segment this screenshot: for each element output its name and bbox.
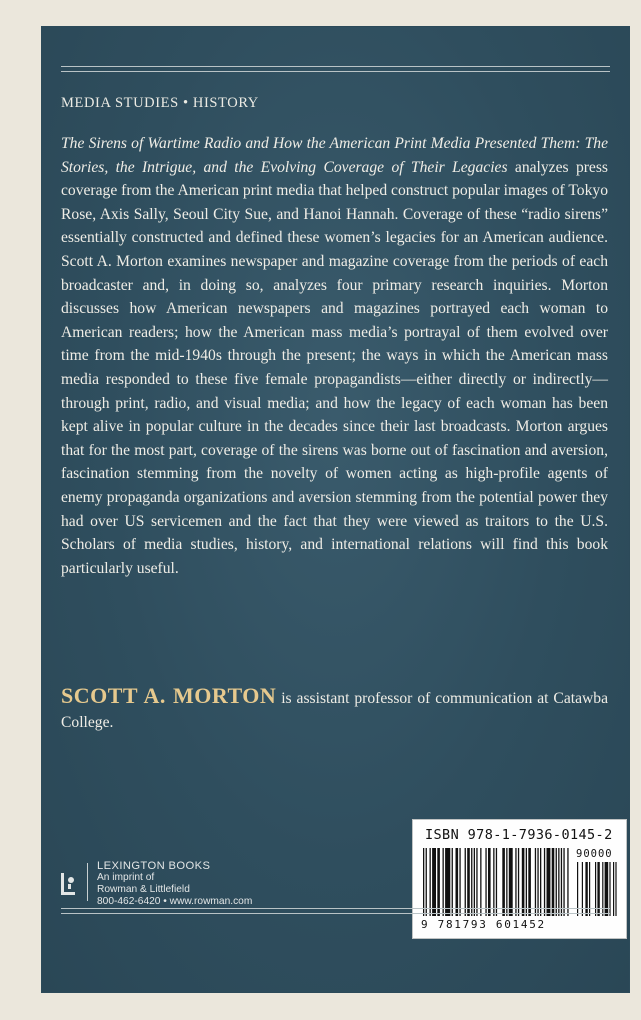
- publisher-text: [97, 860, 252, 908]
- barcode-bar: [561, 848, 562, 916]
- barcode-bar: [552, 848, 555, 916]
- bottom-rule: [61, 908, 610, 909]
- book-description: [61, 132, 608, 580]
- barcode-bar: [544, 848, 545, 916]
- publisher-block: [57, 860, 287, 905]
- barcode-bar: [474, 848, 475, 916]
- barcode-bar: [432, 848, 436, 916]
- author-bio: [61, 684, 608, 735]
- barcode-bar: [488, 848, 491, 916]
- book-title: The Sirens of Wartime Radio and How the American Print Media Presented Them: The Stories, the Intrigue, and the Evolving Coverage of Their Legacies: [61, 135, 608, 176]
- barcode-bar: [522, 848, 525, 916]
- barcode-bar: [426, 848, 427, 916]
- barcode-bar: [465, 848, 466, 916]
- barcode-bar: [430, 848, 431, 916]
- back-cover: [42, 27, 629, 992]
- barcode-bar: [547, 848, 551, 916]
- barcode-bar: [563, 848, 564, 916]
- barcode-bar: [537, 848, 538, 916]
- barcode-bar: [502, 848, 505, 916]
- barcode-bar: [467, 848, 470, 916]
- addon-bar: [615, 862, 616, 916]
- barcode-bar: [515, 848, 516, 916]
- barcode-digits: 9 781793 601452: [421, 918, 546, 931]
- top-rule: [61, 66, 610, 67]
- barcode-bar: [496, 848, 497, 916]
- top-rule-inner: [61, 71, 610, 72]
- category-label: MEDIA STUDIES • HISTORY: [61, 95, 259, 111]
- parent-publisher: Rowman & Littlefield: [97, 884, 190, 895]
- barcode-bar: [471, 848, 472, 916]
- barcode-bar: [459, 848, 460, 916]
- author-name: SCOTT A. MORTON: [61, 683, 277, 708]
- author-bio-text: is assistant professor of communication at Catawba College.: [61, 690, 608, 731]
- publisher-contact: 800-462-6420 • www.rowman.com: [97, 896, 253, 907]
- imprint-line: An imprint of: [97, 872, 155, 883]
- barcode-bar: [526, 848, 527, 916]
- barcode-bar: [476, 848, 477, 916]
- barcode-bar: [556, 848, 557, 916]
- barcode-bar: [437, 848, 440, 916]
- barcode-bar: [558, 848, 559, 916]
- barcode-bar: [485, 848, 486, 916]
- description-body: analyzes press coverage from the American print media that helped construct popular images of Tokyo Rose, Axis Sally, Seoul City Sue, and Hanoi Hannah. Coverage of these “radio sirens” essentially constructed and defined these women’s legacies for an American audience. Scott A. Morton examines newspaper and magazine coverage from the periods of each broadcaster and, in doing so, analyzes four primary research inquiries. Morton discusses how American newspapers and magazines portrayed each woman to American readers; how the American mass media’s portrayal of them evolved over time from the mid-1940s through the present; the ways in which the American mass media responded to these five female propagandists—either directly or indirectly—through print, radio, and visual media; and how the legacy of each woman has been kept alive in popular culture in the decades since their last broadcasts. Morton argues that for the most part, coverage of the sirens was borne out of fascination and aversion, fascination stemming from the novelty of women acting as high-profile agents of enemy propaganda organizations and aversion stemming from the potential power they had over US servicemen and the fact that they were viewed as traitors to the U.S. Scholars of media studies, history, and international relations will find this book particularly useful.: [61, 158, 608, 577]
- barcode-bar: [493, 848, 494, 916]
- barcode-bar: [480, 848, 481, 916]
- isbn-label: ISBN 978-1-7936-0145-2: [425, 827, 613, 843]
- barcode-bar: [423, 848, 424, 916]
- barcode-bar: [535, 848, 536, 916]
- barcode-bar: [445, 848, 450, 916]
- barcode-bar: [452, 848, 453, 916]
- barcode-bar: [518, 848, 519, 916]
- barcode-bar: [506, 848, 507, 916]
- lexington-logo-icon: [57, 863, 88, 901]
- addon-bar: [613, 862, 614, 916]
- isbn-barcode: [412, 819, 627, 939]
- barcode-bar: [456, 848, 459, 916]
- publisher-name: LEXINGTON BOOKS: [97, 860, 211, 872]
- barcode-bar: [528, 848, 531, 916]
- barcode-bar: [443, 848, 444, 916]
- barcode-addon: 90000: [576, 848, 613, 860]
- bottom-rule-inner: [61, 913, 610, 914]
- barcode-bar: [509, 848, 513, 916]
- barcode-bar: [567, 848, 568, 916]
- barcode-bar: [540, 848, 541, 916]
